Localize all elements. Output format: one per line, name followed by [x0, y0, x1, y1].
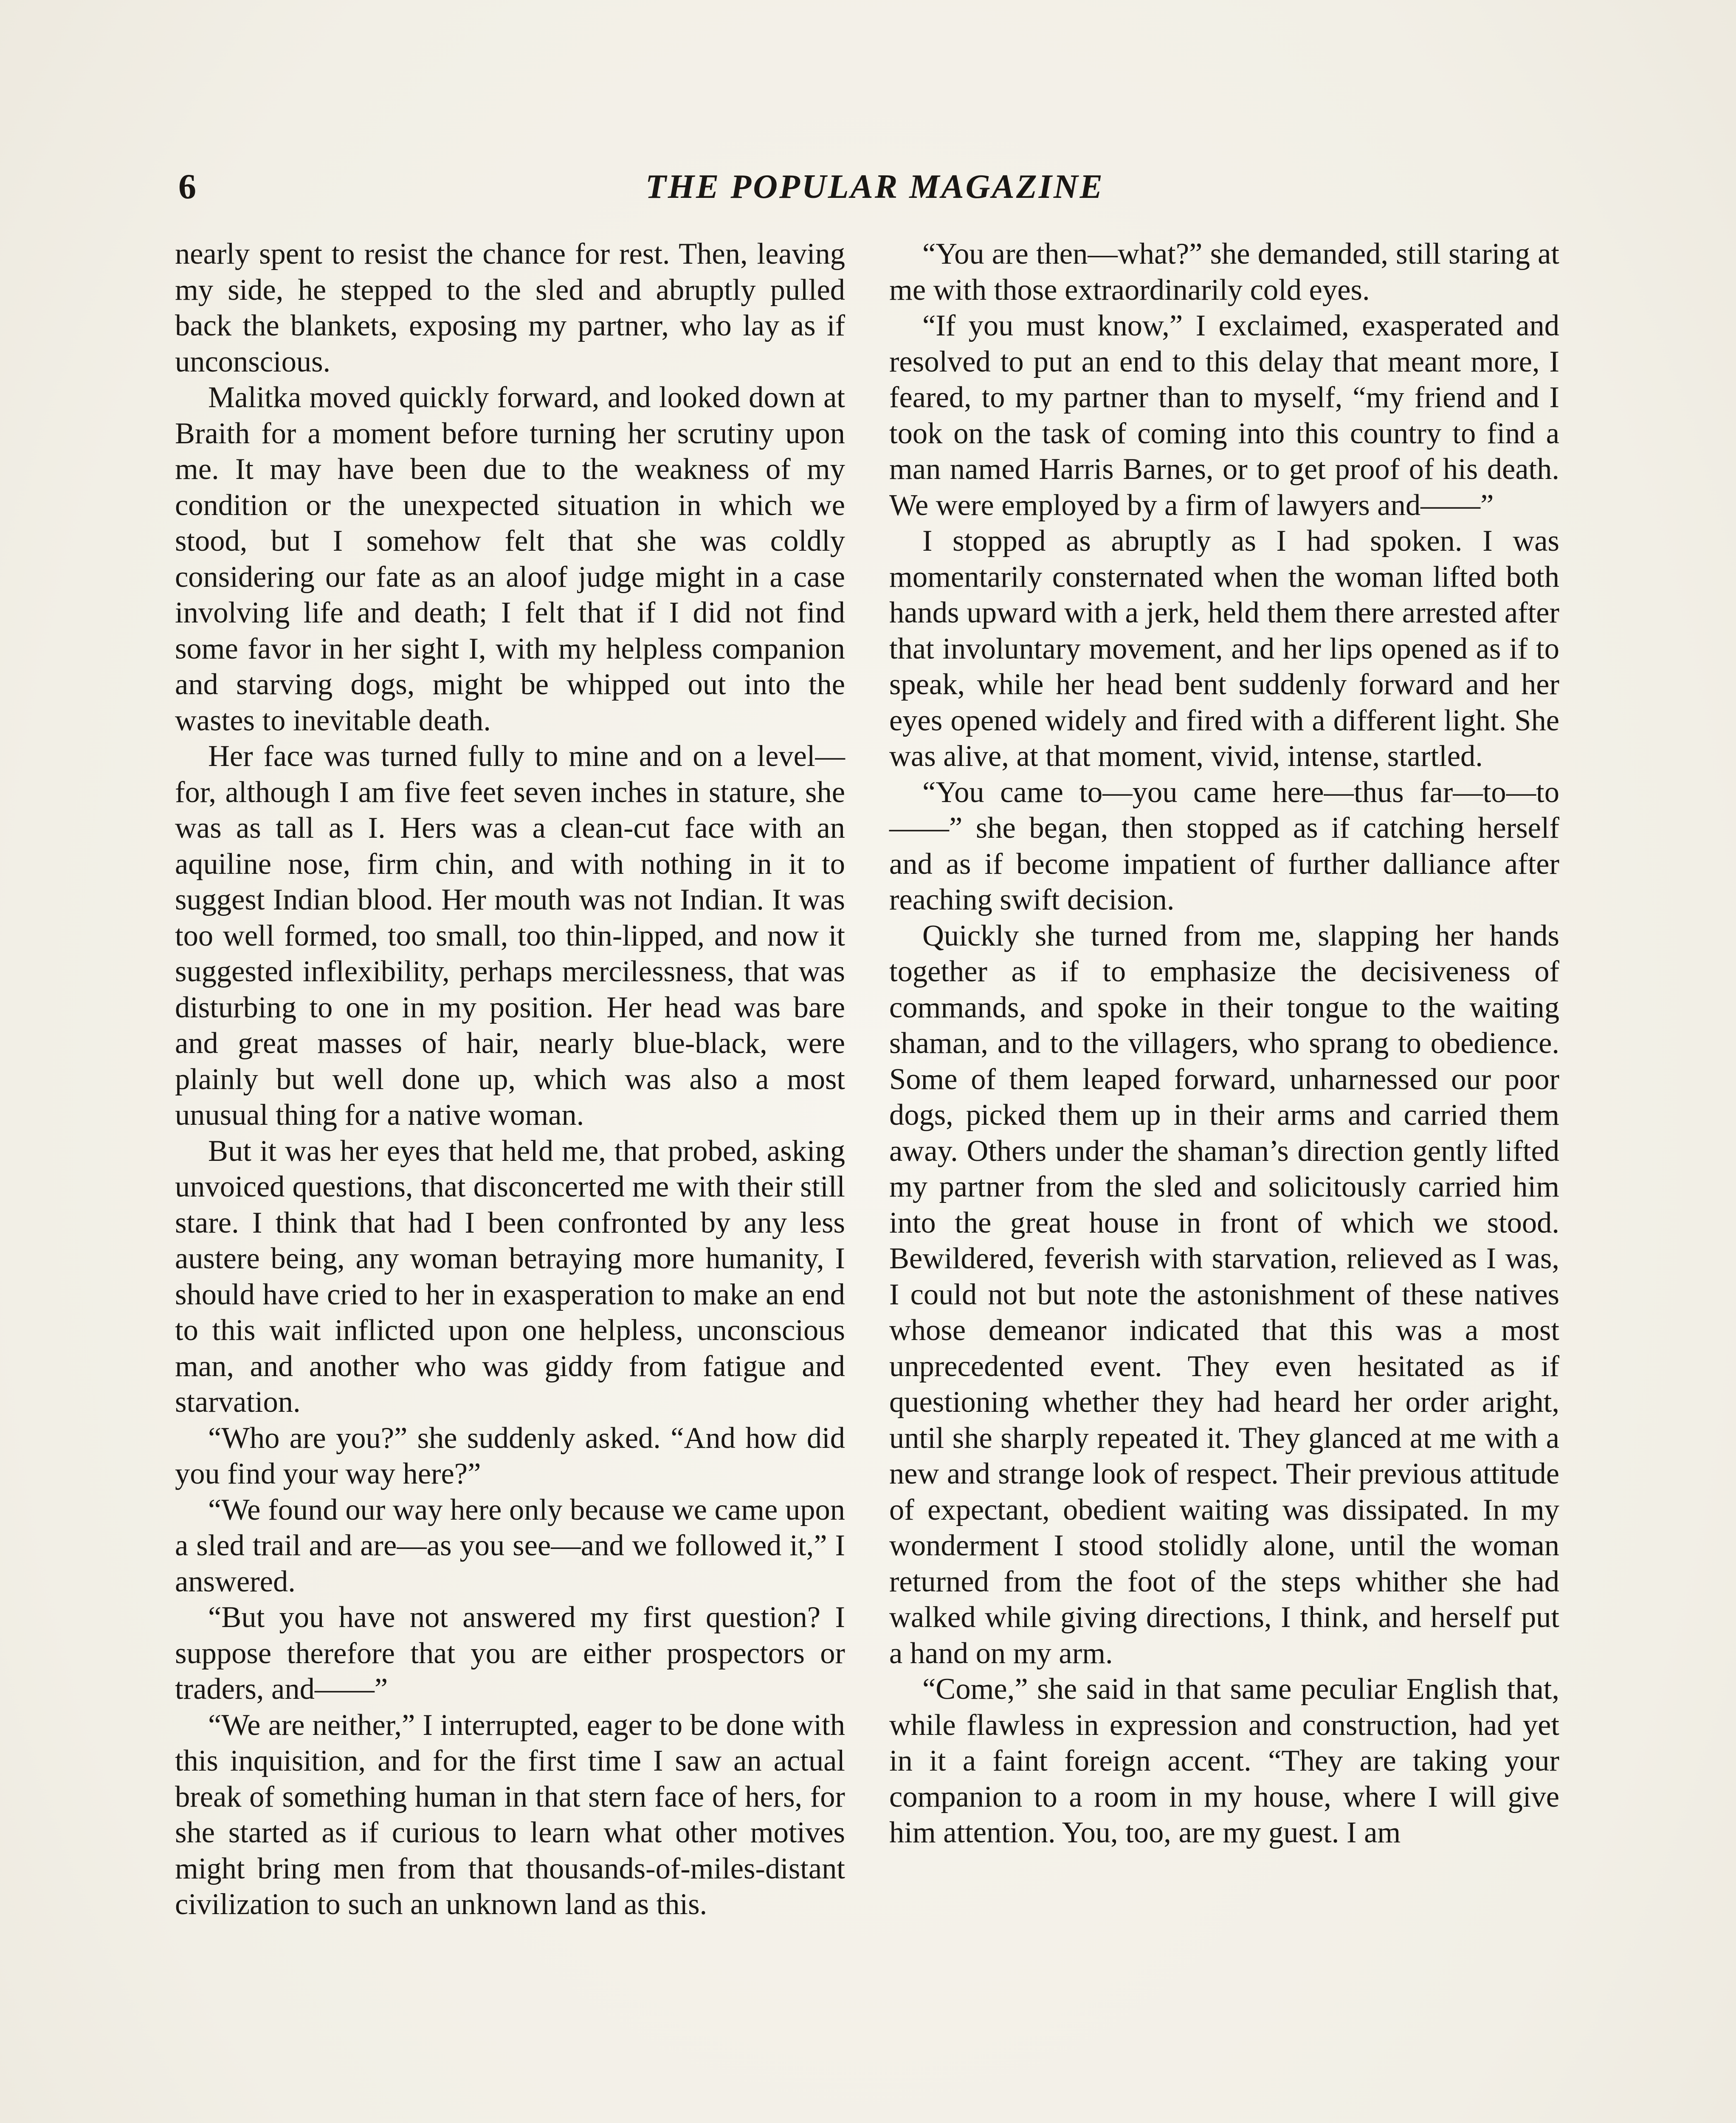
- page-header: [178, 161, 1571, 212]
- paragraph: But it was her eyes that held me, that probed, asking unvoiced questions, that disconcerted me with their still stare. I think that had I been confronted by any less austere being, any woman betraying more humanity, I should have cried to her in exasperation to make an end to this wait inflicted upon one helpless, unconscious man, and another who was giddy from fatigue and starvation.: [175, 1134, 845, 1419]
- running-title: THE POPULAR MAGAZINE: [645, 168, 1105, 206]
- paragraph: Malitka moved quickly forward, and looked down at Braith for a moment before turning her scrutiny upon me. It may have been due to the weakness of my condition or the unexpected situation in which we stood, but I somehow felt that she was coldly considering our fate as an aloof judge might in a case involving life and death; I felt that if I did not find some favor in her sight I, with my helpless companion and starving dogs, might be whipped out into the wastes to inevitable death.: [175, 381, 845, 737]
- left-column: [175, 236, 845, 2123]
- text-columns: [175, 236, 1559, 2123]
- paragraph: “But you have not answered my first question? I suppose therefore that you are either prospectors or traders, and——”: [175, 1601, 845, 1706]
- paragraph: nearly spent to resist the chance for rest. Then, leaving my side, he stepped to the sled and abruptly pulled back the blankets, exposing my partner, who lay as if unconscious.: [175, 237, 845, 378]
- right-column: [889, 236, 1559, 2123]
- paragraph: “You are then—what?” she demanded, still staring at me with those extraordinarily cold eyes.: [889, 237, 1559, 307]
- paragraph: “If you must know,” I exclaimed, exasperated and resolved to put an end to this delay that meant more, I feared, to my partner than to myself, “my friend and I took on the task of coming into this country to find a man named Harris Barnes, or to get proof of his death. We were employed by a firm of lawyers and——”: [889, 309, 1559, 522]
- paragraph: “Who are you?” she suddenly asked. “And how did you find your way here?”: [175, 1421, 845, 1490]
- paragraph: Her face was turned fully to mine and on a level—for, although I am five feet seven inches in stature, she was as tall as I. Hers was a clean-cut face with an aquiline nose, firm chin, and with nothing in it to suggest Indian blood. Her mouth was not Indian. It was too well formed, too small, too thin-lipped, and now it suggested inflexibility, perhaps mercilessness, that was disturbing to one in my position. Her head was bare and great masses of hair, nearly blue-black, were plainly but well done up, which was also a most unusual thing for a native woman.: [175, 740, 845, 1132]
- paragraph: Quickly she turned from me, slapping her hands together as if to emphasize the decisiveness of commands, and spoke in their tongue to the waiting shaman, and to the villagers, who sprang to obedience. Some of them leaped forward, unharnessed our poor dogs, picked them up in their arms and carried them away. Others under the shaman’s direction gently lifted my partner from the sled and solicitously carried him into the great house in front of which we stood. Bewildered, feverish with starvation, relieved as I was, I could not but note the astonishment of these natives whose demeanor indicated that this was a most unprecedented event. They even hesitated as if questioning whether they had heard her order aright, until she sharply repeated it. They glanced at me with a new and strange look of respect. Their previous attitude of expectant, obedient waiting was dissipated. In my wonderment I stood stolidly alone, until the woman returned from the foot of the steps whither she had walked while giving directions, I think, and herself put a hand on my arm.: [889, 919, 1559, 1670]
- paragraph: “We are neither,” I interrupted, eager to be done with this inquisition, and for the first time I saw an actual break of something human in that stern face of hers, for she started as if curious to learn what other motives might bring men from that thousands-of-miles-distant civilization to such an unknown land as this.: [175, 1708, 845, 1921]
- paragraph: “You came to—you came here—thus far—to—to——” she began, then stopped as if catching herself and as if become impatient of further dalliance after reaching swift decision.: [889, 775, 1559, 916]
- paragraph: “Come,” she said in that same peculiar English that, while flawless in expression and construction, had yet in it a faint foreign accent. “They are taking your companion to a room in my house, where I will give him attention. You, too, are my guest. I am: [889, 1672, 1559, 1849]
- page-number: 6: [178, 167, 196, 206]
- paragraph: I stopped as abruptly as I had spoken. I was momentarily consternated when the woman lifted both hands upward with a jerk, held them there arrested after that involuntary movement, and her lips opened as if to speak, while her head bent suddenly forward and her eyes opened widely and fired with a different light. She was alive, at that moment, vivid, intense, startled.: [889, 524, 1559, 773]
- paragraph: “We found our way here only because we came upon a sled trail and are—as you see—and we followed it,” I answered.: [175, 1493, 845, 1598]
